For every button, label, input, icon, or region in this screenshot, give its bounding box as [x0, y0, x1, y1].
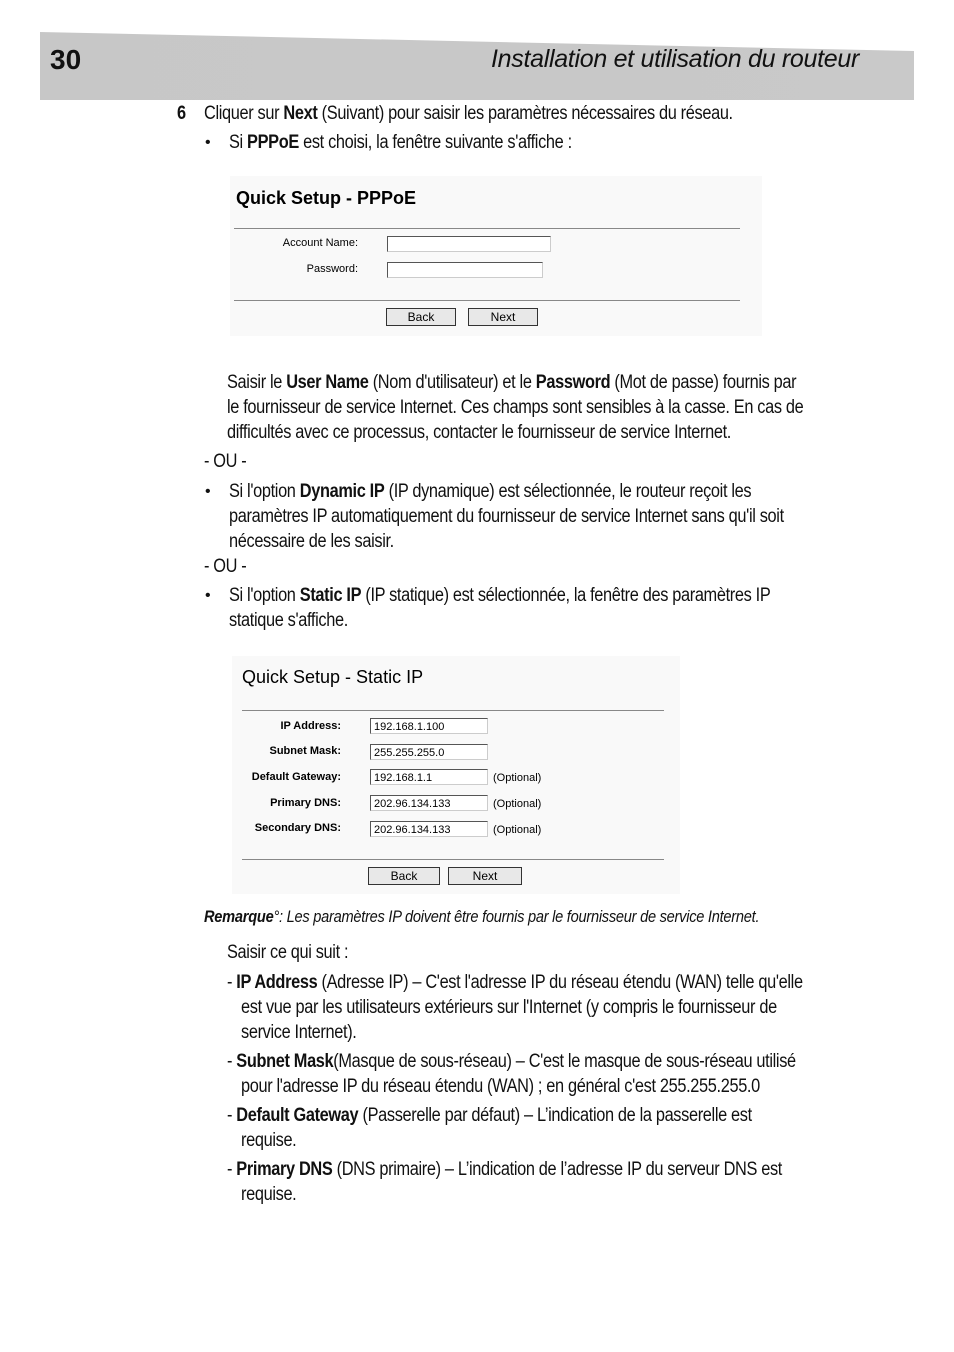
step-number: 6 [177, 103, 186, 124]
back-button[interactable]: Back [386, 308, 456, 326]
dynamic-text-line1: Si l'option Dynamic IP (IP dynamique) est sélectionnée, le routeur reçoit les [229, 481, 752, 502]
subnet-mask-item-line1: - Subnet Mask(Masque de sous-réseau) – C'est le masque de sous-réseau utilisé [227, 1051, 796, 1072]
divider [242, 859, 664, 860]
secondary-dns-label: Secondary DNS: [254, 822, 341, 834]
chapter-title: Installation et utilisation du routeur [491, 45, 859, 73]
primary-dns-input[interactable]: 202.96.134.133 [370, 795, 488, 811]
pppoe-panel-title: Quick Setup - PPPoE [236, 188, 417, 208]
pppoe-text-line2: le fournisseur de service Internet. Ces champs sont sensibles à la casse. En cas de [227, 397, 804, 418]
account-name-input[interactable] [387, 236, 551, 252]
dynamic-text-line2: paramètres IP automatiquement du fournisseur de service Internet sans qu'il soit [229, 506, 784, 527]
enter-following-text: Saisir ce qui suit : [227, 942, 349, 963]
divider [234, 300, 740, 301]
optional-label: (Optional) [493, 824, 542, 836]
ip-address-input[interactable]: 192.168.1.100 [370, 718, 488, 734]
password-input[interactable] [387, 262, 543, 278]
optional-label: (Optional) [493, 798, 542, 810]
account-name-label: Account Name: [282, 237, 358, 249]
password-label: Password: [306, 263, 358, 275]
ip-address-item-line1: - IP Address (Adresse IP) – C'est l'adresse IP du réseau étendu (WAN) telle qu'elle [227, 972, 803, 993]
divider [234, 228, 740, 229]
or-separator: - OU - [204, 451, 247, 472]
or-separator: - OU - [204, 556, 247, 577]
pppoe-setup-screenshot [230, 176, 762, 336]
gateway-item-line1: - Default Gateway (Passerelle par défaut) – L’indication de la passerelle est [227, 1105, 752, 1126]
ip-address-item-line3: service Internet). [241, 1022, 357, 1043]
bullet-dot: • [205, 134, 211, 151]
default-gateway-label: Default Gateway: [251, 771, 341, 783]
pppoe-text-line1: Saisir le User Name (Nom d'utilisateur) et le Password (Mot de passe) fournis par [227, 372, 797, 393]
default-gateway-input[interactable]: 192.168.1.1 [370, 769, 488, 785]
remark-note: Remarque°: Les paramètres IP doivent être fournis par le fournisseur de service Internet. [204, 907, 760, 926]
next-button[interactable]: Next [448, 867, 522, 885]
primary-dns-label: Primary DNS: [270, 797, 341, 809]
pppoe-text-line3: difficultés avec ce processus, contacter le fournisseur de service Internet. [227, 422, 731, 443]
secondary-dns-input[interactable]: 202.96.134.133 [370, 821, 488, 837]
ip-address-item-line2: est vue par les utilisateurs extérieurs sur l'Internet (y compris le fournisseur de [241, 997, 777, 1018]
subnet-mask-item-line2: pour l'adresse IP du réseau étendu (WAN) ; en général c'est 255.255.255.0 [241, 1076, 760, 1097]
gateway-item-line2: requise. [241, 1130, 297, 1151]
step6-text: Cliquer sur Next (Suivant) pour saisir les paramètres nécessaires du réseau. [204, 103, 733, 124]
bullet-dot: • [205, 483, 211, 500]
subnet-mask-label: Subnet Mask: [269, 745, 341, 757]
back-button[interactable]: Back [368, 867, 440, 885]
bullet-dot: • [205, 587, 211, 604]
dns-item-line2: requise. [241, 1184, 297, 1205]
static-text-line1: Si l'option Static IP (IP statique) est sélectionnée, la fenêtre des paramètres IP [229, 585, 771, 606]
static-panel-title: Quick Setup - Static IP [242, 667, 424, 687]
page-number: 30 [50, 44, 82, 75]
optional-label: (Optional) [493, 772, 542, 784]
next-button[interactable]: Next [468, 308, 538, 326]
static-ip-setup-screenshot [232, 656, 680, 894]
subnet-mask-input[interactable]: 255.255.255.0 [370, 744, 488, 760]
static-text-line2: statique s'affiche. [229, 610, 348, 631]
dns-item-line1: - Primary DNS (DNS primaire) – L’indication de l’adresse IP du serveur DNS est [227, 1159, 783, 1180]
divider [242, 710, 664, 711]
pppoe-bullet-text: Si PPPoE est choisi, la fenêtre suivante s'affiche : [229, 132, 572, 153]
dynamic-text-line3: nécessaire de les saisir. [229, 531, 394, 552]
ip-address-label: IP Address: [280, 720, 341, 732]
